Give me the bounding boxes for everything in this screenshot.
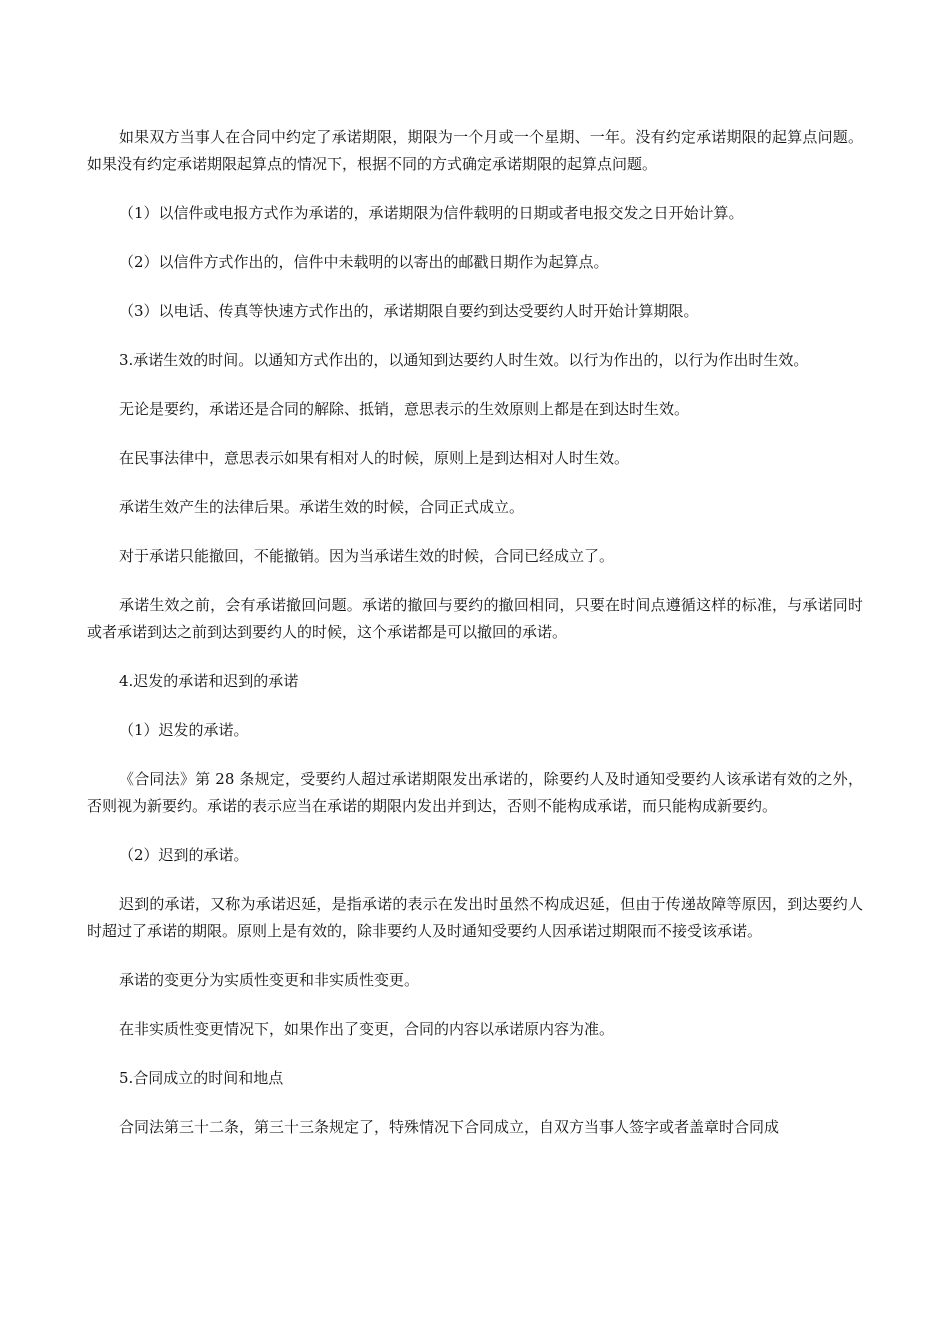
paragraph-effective-time: 3.承诺生效的时间。以通知方式作出的，以通知到达要约人时生效。以行为作出的，以行为作出时生效。 [119,351,809,369]
paragraph-letter-postmark: （2）以信件方式作出的，信件中未载明的以寄出的邮戳日期作为起算点。 [119,253,609,271]
paragraph-legal-consequence: 承诺生效产生的法律后果。承诺生效的时候，合同正式成立。 [119,498,525,516]
paragraph-late-arrival: 迟到的承诺，又称为承诺迟延，是指承诺的表示在发出时虽然不构成迟延，但由于传递故障等原因，到达要约人时超过了承诺的期限。原则上是有效的，除非要约人及时通知受要约人因承诺过期限而不接受该承诺。 [87,895,863,940]
paragraph-withdrawal: 承诺生效之前，会有承诺撤回问题。承诺的撤回与要约的撤回相同，只要在时间点遵循这样的标准，与承诺同时或者承诺到达之前到达到要约人的时候，这个承诺都是可以撤回的承诺。 [87,596,863,641]
section-heading-late-acceptance: 4.迟发的承诺和迟到的承诺 [119,672,299,690]
subheading-late-arrived: （2）迟到的承诺。 [119,846,249,864]
paragraph-articles-32-33: 合同法第三十二条，第三十三条规定了，特殊情况下合同成立，自双方当事人签字或者盖章时合同成 [119,1118,780,1136]
subheading-late-sent: （1）迟发的承诺。 [119,721,249,739]
paragraph-modification-types: 承诺的变更分为实质性变更和非实质性变更。 [119,971,420,989]
paragraph-arrival-principle: 无论是要约，承诺还是合同的解除、抵销，意思表示的生效原则上都是在到达时生效。 [119,400,690,418]
section-heading-formation: 5.合同成立的时间和地点 [119,1069,284,1087]
paragraph-civil-law: 在民事法律中，意思表示如果有相对人的时候，原则上是到达相对人时生效。 [119,449,630,467]
paragraph-article-28: 《合同法》第 28 条规定，受要约人超过承诺期限发出承诺的，除要约人及时通知受要约人该承诺有效的之外，否则视为新要约。承诺的表示应当在承诺的期限内发出并到达，否则不能构成承诺，而只能构成新要约。 [87,770,863,815]
paragraph-acceptance-period: 如果双方当事人在合同中约定了承诺期限，期限为一个月或一个星期、一年。没有约定承诺期限的起算点问题。如果没有约定承诺期限起算点的情况下，根据不同的方式确定承诺期限的起算点问题。 [87,128,863,173]
paragraph-letter-telegram: （1）以信件或电报方式作为承诺的，承诺期限为信件载明的日期或者电报交发之日开始计算。 [119,204,744,222]
document-body [87,124,863,1141]
paragraph-withdraw-only: 对于承诺只能撤回，不能撤销。因为当承诺生效的时候，合同已经成立了。 [119,547,615,565]
paragraph-phone-fax: （3）以电话、传真等快速方式作出的，承诺期限自要约到达受要约人时开始计算期限。 [119,302,699,320]
paragraph-nonmaterial-change: 在非实质性变更情况下，如果作出了变更，合同的内容以承诺原内容为准。 [119,1020,615,1038]
